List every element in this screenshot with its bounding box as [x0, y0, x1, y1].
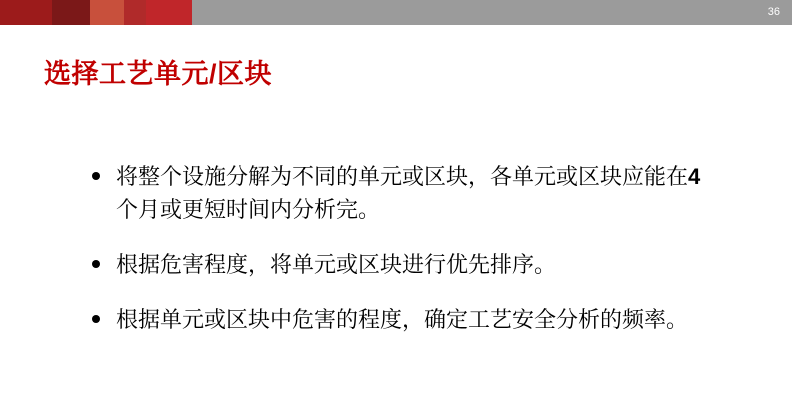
header-bar-segment-1	[0, 0, 52, 25]
page-number: 36	[767, 6, 780, 18]
list-item	[92, 248, 702, 281]
header-bar-segment-6	[192, 0, 792, 25]
bullet-text-3: 根据单元或区块中危害的程度，确定工艺安全分析的频率。	[116, 307, 689, 332]
bullet-text-2: 根据危害程度，将单元或区块进行优先排序。	[116, 252, 557, 277]
header-bar-segment-3	[90, 0, 124, 25]
slide-header-bar	[0, 0, 792, 25]
header-bar-segment-4	[124, 0, 146, 25]
bullet-list	[92, 160, 702, 358]
bullet-text-1: 将整个设施分解为不同的单元或区块，各单元或区块应能在4个月或更短时间内分析完。	[116, 164, 701, 222]
bullet-dot-icon	[92, 172, 100, 180]
list-item	[92, 303, 702, 336]
header-bar-segment-5	[146, 0, 192, 25]
bullet-dot-icon	[92, 315, 100, 323]
header-bar-segment-2	[52, 0, 90, 25]
bullet-dot-icon	[92, 260, 100, 268]
slide-title: 选择工艺单元/区块	[44, 59, 273, 89]
list-item	[92, 160, 702, 226]
